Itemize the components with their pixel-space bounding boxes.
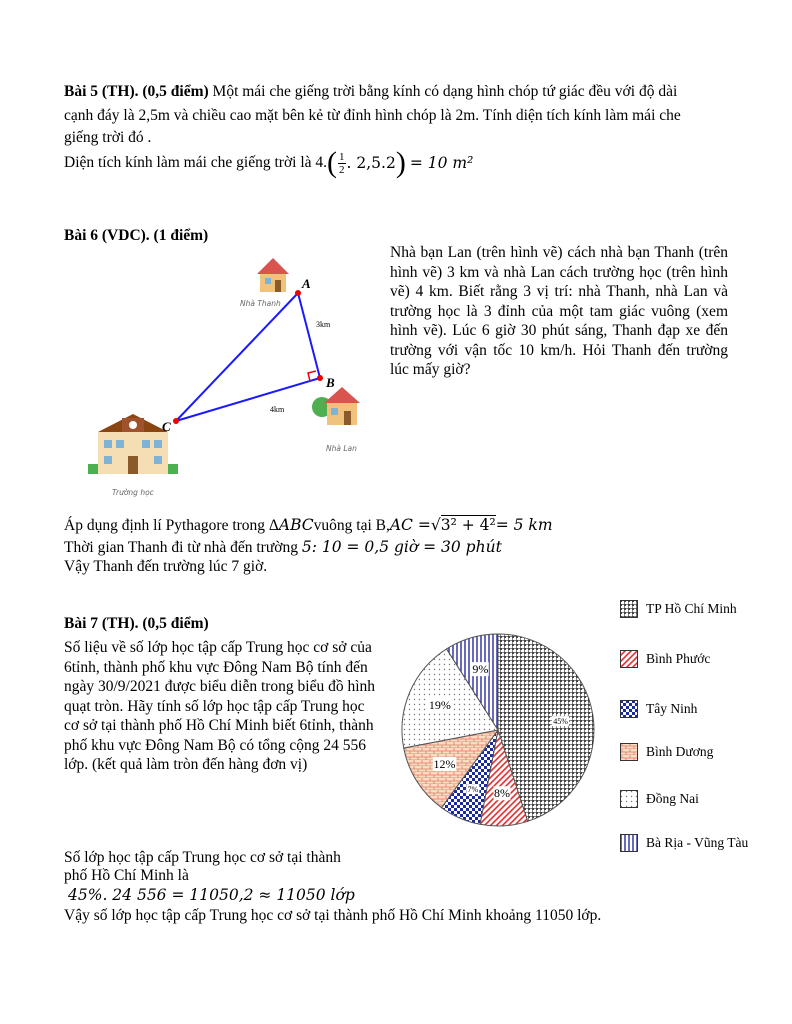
bai6-problem: Nhà bạn Lan (trên hình vẽ) cách nhà bạn Thanh (trên hình vẽ) 3 km và nhà Lan cách trường học (trên hình vẽ) 4 km. Biết rằng 3 vị trí: nhà Thanh, nhà Lan và trường học là 3 đỉnh của một tam giác vuông (xem hình vẽ). Lúc 6 giờ 30 phút sáng, Thanh đạp xe đến trường với vận tốc 10 km/h. Hỏi Thanh đến trường lúc mấy giờ? xyxy=(390,244,728,378)
bai7-problem: Số liệu về số lớp học tập cấp Trung học cơ sở của 6tỉnh, thành phố khu vực Đông Nam Bộ tính đến ngày 30/9/2021 được biểu diễn trong biểu đồ hình quạt tròn. Hãy tính số lớp học tập cấp Trung học cơ sở tại thành phố Hồ Chí Minh biết 6tỉnh, thành phố khu vực Đông Nam Bộ có tổng cộng 24 556 lớp. (kết quả làm tròn đến hàng đơn vị) xyxy=(64,639,376,773)
vertex-c-label: C xyxy=(162,419,171,434)
pie-label-tay-ninh: 7% xyxy=(467,785,479,795)
bai6-title: Bài 6 (VDC). (1 điểm) xyxy=(64,227,209,244)
bai5-line3: giếng trời đó . xyxy=(64,129,152,146)
legend-swatch-tay-ninh xyxy=(620,700,638,718)
pie-chart xyxy=(388,628,608,838)
bai5-line1: Bài 5 (TH). (0,5 điểm) Một mái che giếng trời bằng kính có dạng hình chóp tứ giác đều với độ dài xyxy=(64,83,678,100)
pie-label-binh-phuoc: 8% xyxy=(493,786,510,801)
triangle-abc xyxy=(173,290,323,424)
bai6-solution-1: Áp dụng định lí Pythagore trong Δ ABC vuông tại B, AC = √ 3² + 4² = 5 km xyxy=(64,515,553,534)
house-lan-icon xyxy=(312,387,360,425)
legend-item-binh-phuoc xyxy=(620,650,710,668)
side-bc-label: 4km xyxy=(270,405,285,414)
bai5-line2: cạnh đáy là 2,5m và chiều cao mặt bên kẻ từ đỉnh hình chóp là 2m. Tính diện tích kính làm mái che xyxy=(64,107,681,124)
school-label: Trường học xyxy=(112,488,154,497)
legend-label-ba-ria-vung-tau: Bà Rịa - Vũng Tàu xyxy=(646,835,749,850)
bai5-answer: Diện tích kính làm mái che giếng trời là 4. ( 1 2 . 2,5.2 ) = 10 m² xyxy=(64,146,474,179)
bai7-solution-3: 45%. 24 556 = 11050,2 ≈ 11050 lớp xyxy=(68,886,355,904)
pie-label-dong-nai: 19% xyxy=(428,697,451,712)
triangle-figure xyxy=(80,250,390,505)
vertex-a-label: A xyxy=(302,276,311,291)
pie-label-binh-duong: 12% xyxy=(433,756,456,771)
legend-swatch-ba-ria-vung-tau xyxy=(620,834,638,852)
bai5-title: Bài 5 (TH). (0,5 điểm) xyxy=(64,83,209,100)
bai6-solution-2: Thời gian Thanh đi từ nhà đến trường 5: 10 = 0,5 giờ = 30 phút xyxy=(64,538,502,556)
legend-label-binh-duong: Bình Dương xyxy=(646,744,714,759)
bai7-solution-4: Vậy số lớp học tập cấp Trung học cơ sở tại thành phố Hồ Chí Minh khoảng 11050 lớp. xyxy=(64,907,602,924)
house-lan-label: Nhà Lan xyxy=(326,444,357,453)
legend-item-tay-ninh xyxy=(620,700,697,718)
legend-item-dong-nai xyxy=(620,790,699,808)
legend-label-binh-phuoc: Bình Phước xyxy=(646,651,711,666)
legend-item-binh-duong xyxy=(620,743,713,761)
bai7-solution-2: phố Hồ Chí Minh là xyxy=(64,867,189,884)
legend-label-dong-nai: Đồng Nai xyxy=(646,791,699,806)
house-thanh-icon xyxy=(257,258,289,292)
bai6-solution-3: Vậy Thanh đến trường lúc 7 giờ. xyxy=(64,558,268,575)
legend-swatch-hcm xyxy=(620,600,638,618)
legend-swatch-binh-duong xyxy=(620,743,638,761)
legend-swatch-binh-phuoc xyxy=(620,650,638,668)
legend-label-hcm: TP Hồ Chí Minh xyxy=(646,601,737,616)
bai7-solution-1: Số lớp học tập cấp Trung học cơ sở tại thành xyxy=(64,849,341,866)
house-thanh-label: Nhà Thanh xyxy=(240,299,281,308)
legend-swatch-dong-nai xyxy=(620,790,638,808)
legend-item-ba-ria-vung-tau xyxy=(620,834,748,852)
bai7-title: Bài 7 (TH). (0,5 điểm) xyxy=(64,615,209,632)
pie-label-ba-ria-vung-tau: 9% xyxy=(472,662,489,677)
vertex-b-label: B xyxy=(326,375,335,390)
legend-item-hcm xyxy=(620,600,737,618)
legend-label-tay-ninh: Tây Ninh xyxy=(646,701,698,716)
side-ab-label: 3km xyxy=(316,320,331,329)
pie-label-hcm: 45% xyxy=(553,717,568,727)
